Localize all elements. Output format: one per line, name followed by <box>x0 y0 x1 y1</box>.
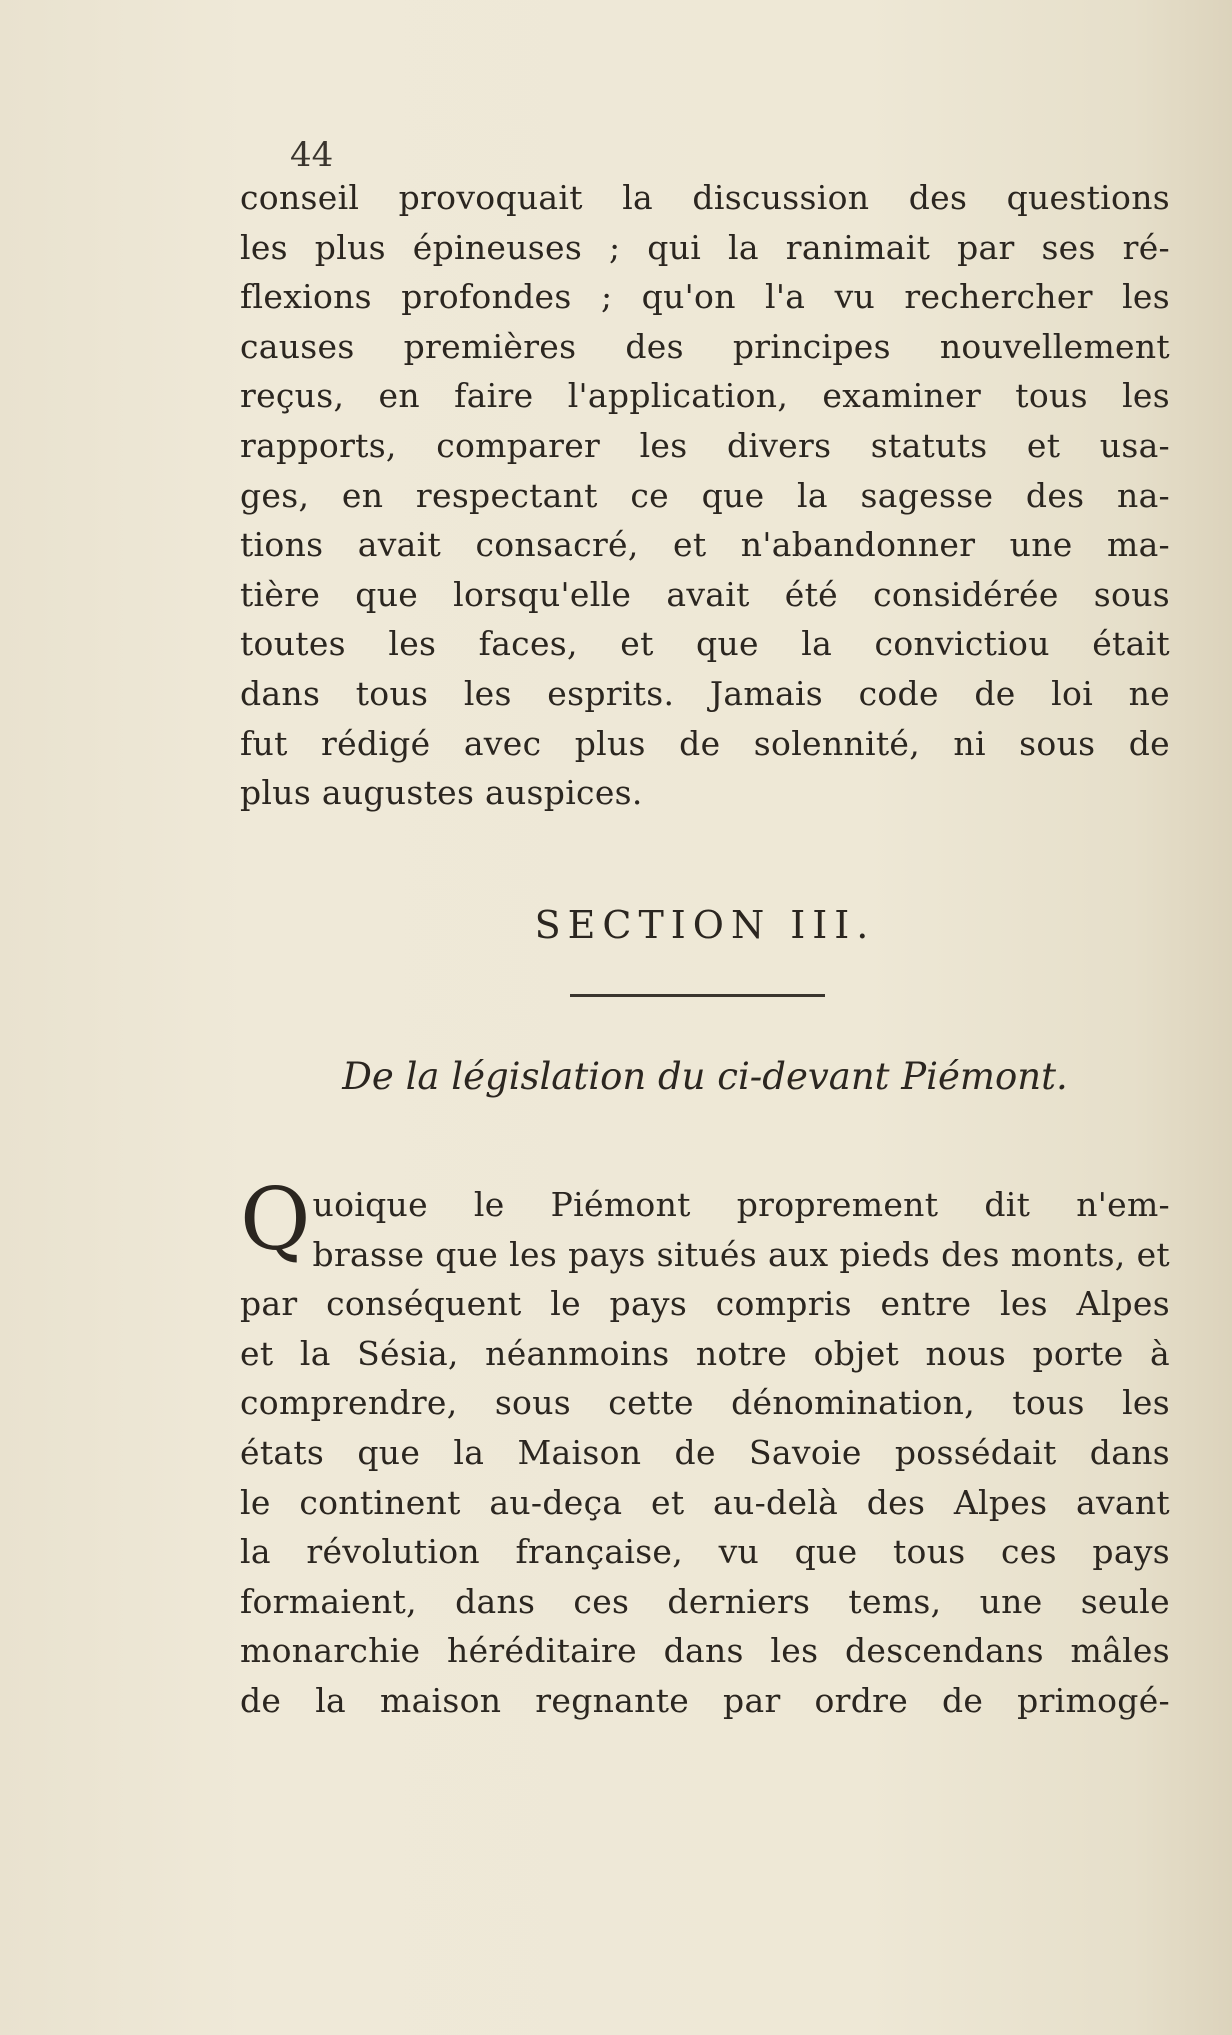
text-line: les plus épineuses ; qui la ranimait par ses ré- <box>240 227 1170 267</box>
text-line: par conséquent le pays compris entre les Alpes <box>240 1284 1170 1324</box>
text-line: reçus, en faire l'application, examiner tous les <box>240 376 1170 416</box>
text-line: le continent au-deça et au-delà des Alpes avant <box>240 1482 1170 1522</box>
text-line: plus augustes auspices. <box>240 773 643 813</box>
text-line: comprendre, sous cette dénomination, tous les <box>240 1383 1170 1423</box>
text-line: états que la Maison de Savoie possédait dans <box>240 1432 1170 1472</box>
text-line: dans tous les esprits. Jamais code de loi ne <box>240 673 1170 713</box>
text-line: causes premières des principes nouvellement <box>240 326 1170 366</box>
text-line: uoique le Piémont proprement dit n'em- <box>312 1185 1170 1224</box>
page-number: 44 <box>290 135 334 175</box>
paragraph-continued <box>240 173 1170 818</box>
text-line: toutes les faces, et que la convictiou était <box>240 624 1170 664</box>
text-line: rapports, comparer les divers statuts et usa- <box>240 425 1170 465</box>
paragraph-new <box>240 1170 1170 1726</box>
text-line: tions avait consacré, et n'abandonner une ma- <box>240 525 1170 565</box>
text-line: de la maison regnante par ordre de primogé- <box>240 1680 1170 1720</box>
text-line: formaient, dans ces derniers tems, une seule <box>240 1581 1170 1621</box>
section-subtitle: De la législation du ci-devant Piémont. <box>342 1055 1068 1098</box>
divider-rule <box>570 994 825 997</box>
text-line: la révolution française, vu que tous ces pays <box>240 1532 1170 1572</box>
text-line: conseil provoquait la discussion des questions <box>240 178 1170 217</box>
drop-cap: Q <box>240 1170 311 1270</box>
text-line: et la Sésia, néanmoins notre objet nous porte à <box>240 1333 1170 1373</box>
text-line: ges, en respectant ce que la sagesse des na- <box>240 475 1170 515</box>
text-line: brasse que les pays situés aux pieds des monts, et <box>312 1234 1170 1274</box>
text-line: tière que lorsqu'elle avait été considérée sous <box>240 574 1170 614</box>
text-line: monarchie héréditaire dans les descendans mâles <box>240 1631 1170 1671</box>
text-line: flexions profondes ; qu'on l'a vu rechercher les <box>240 277 1170 317</box>
text-line: fut rédigé avec plus de solennité, ni sous de <box>240 723 1170 763</box>
section-heading: SECTION III. <box>534 903 876 947</box>
